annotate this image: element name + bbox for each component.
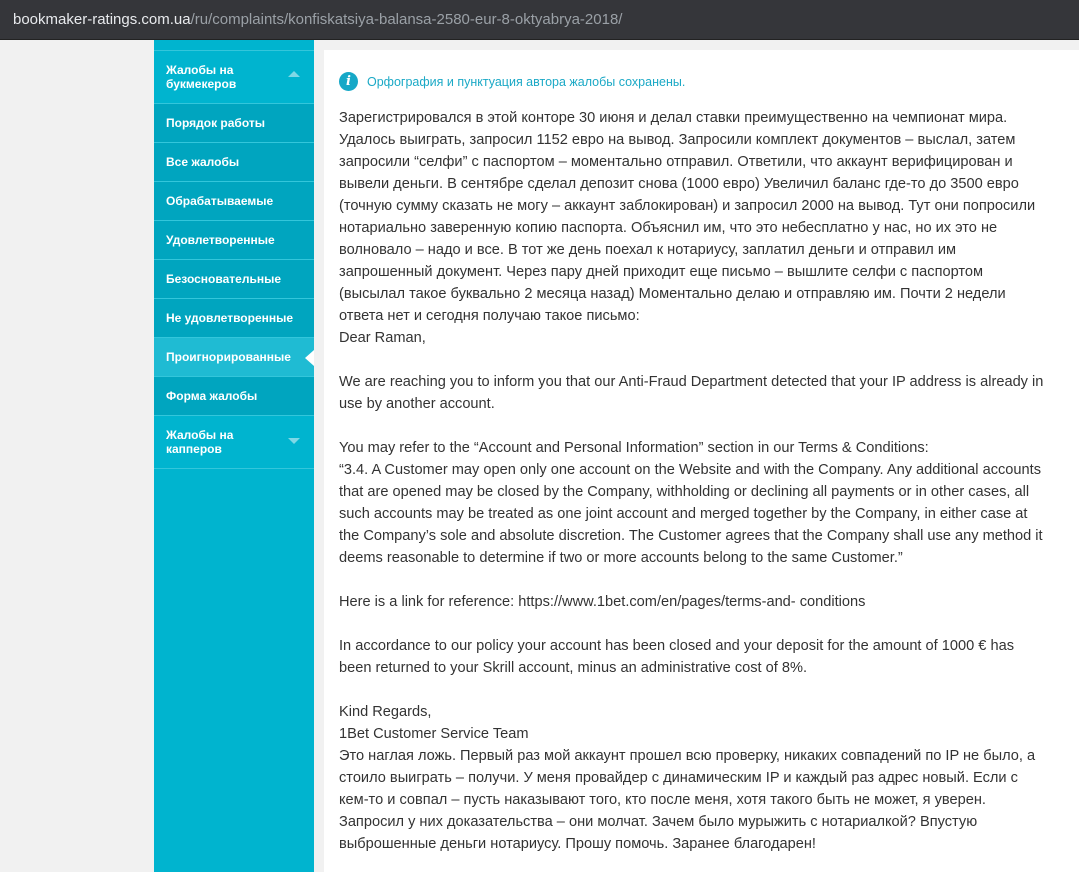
sidebar-item[interactable] xyxy=(154,221,314,260)
sidebar-item[interactable] xyxy=(154,51,314,104)
text-line: use by another account. xyxy=(339,396,495,412)
complaints-sidebar xyxy=(154,40,314,872)
paragraph-gap xyxy=(339,569,1074,591)
sidebar-item[interactable] xyxy=(154,104,314,143)
text-line: the Company’s sole and absolute discretion. The Customer agrees that the Company shall use any method it xyxy=(339,528,1043,544)
sidebar-item-label: Жалобы на капперов xyxy=(166,428,234,456)
sidebar-item[interactable] xyxy=(154,143,314,182)
paragraph-gap xyxy=(339,679,1074,701)
info-icon: i xyxy=(339,72,358,91)
sidebar-item-label: Порядок работы xyxy=(166,116,265,130)
text-line: Kind Regards, xyxy=(339,704,432,720)
sidebar-item[interactable] xyxy=(154,299,314,338)
text-line: In accordance to our policy your account has been closed and your deposit for the amount of 1000 € has xyxy=(339,638,1014,654)
sidebar-item-label: Форма жалобы xyxy=(166,389,258,403)
paragraph-gap xyxy=(339,613,1074,635)
sidebar-item[interactable] xyxy=(154,182,314,221)
sidebar-item-label: Удовлетворенные xyxy=(166,233,275,247)
complaint-text xyxy=(339,107,1074,855)
text-line: запрошенный документ. Через пару дней приходит еще письмо – вышлите селфи с паспортом xyxy=(339,264,984,280)
sidebar-item[interactable] xyxy=(154,416,314,469)
text-line: “3.4. A Customer may open only one account on the Website and with the Company. Any additional accounts xyxy=(339,462,1042,478)
url-path: /ru/complaints/konfiskatsiya-balansa-2580-eur-8-oktyabrya-2018/ xyxy=(190,11,623,28)
text-line: Запросил у них доказательства – они молчат. Зачем было мурыжить с нотариалкой? Впустую xyxy=(339,814,978,830)
text-line: кем-то и совпал – пусть наказывают того, кто после меня, хотя такого быть не может, я уверен. xyxy=(339,792,986,808)
url-host: bookmaker-ratings.com.ua xyxy=(13,11,191,28)
paragraph xyxy=(339,437,1074,569)
address-bar[interactable] xyxy=(0,0,1079,40)
paragraph-gap xyxy=(339,349,1074,371)
text-line: (высылал такое буквально 2 месяца назад) Моментально делаю и отправляю им. Почти 2 недели xyxy=(339,286,1006,302)
text-line: Dear Raman, xyxy=(339,330,426,346)
text-line: ответа нет и сегодня получаю такое письмо: xyxy=(339,308,640,324)
text-line: been returned to your Skrill account, minus an administrative cost of 8%. xyxy=(339,660,808,676)
sidebar-top xyxy=(154,40,314,51)
sidebar-item-label: Все жалобы xyxy=(166,155,240,169)
sidebar-item-label: Жалобы на букмекеров xyxy=(166,63,237,91)
text-line: (точную сумму сказать не могу – аккаунт заблокирован) и запросил 2000 на вывод. Тут они попросили xyxy=(339,198,1036,214)
text-line: Here is a link for reference: https://www.1bet.com/en/pages/terms-and- conditions xyxy=(339,594,866,610)
sidebar-item[interactable] xyxy=(154,260,314,299)
notice-text: Орфография и пунктуация автора жалобы сохранены. xyxy=(367,74,686,89)
text-line: Удалось выиграть, запросил 1152 евро на вывод. Запросили комплект документов – выслал, затем xyxy=(339,132,1016,148)
spelling-notice xyxy=(339,72,685,91)
sidebar-item-label: Проигнорированные xyxy=(166,350,291,364)
text-line: запросили “селфи” с паспортом – моментально отправил. Ответили, что аккаунт верифицирован и xyxy=(339,154,1013,170)
text-line: Это наглая ложь. Первый раз мой аккаунт прошел всю проверку, никаких совпадений по IP не было, а xyxy=(339,748,1036,764)
text-line: We are reaching you to inform you that our Anti-Fraud Department detected that your IP address is already in xyxy=(339,374,1044,390)
paragraph xyxy=(339,635,1074,679)
text-line: волновало – надо и все. В тот же день поехал к нотариусу, заплатил деньги и отправил им xyxy=(339,242,957,258)
paragraph xyxy=(339,107,1074,349)
text-line: deems reasonable to determine if two or more accounts belong to the same Customer.” xyxy=(339,550,903,566)
text-line: выброшенные деньги нотариусу. Прошу помочь. Заранее благодарен! xyxy=(339,836,816,852)
complaint-content xyxy=(324,50,1079,872)
sidebar-item-label: Безосновательные xyxy=(166,272,282,286)
text-line: 1Bet Customer Service Team xyxy=(339,726,529,742)
chevron-up-icon[interactable] xyxy=(288,71,300,77)
text-line: You may refer to the “Account and Personal Information” section in our Terms & Conditions: xyxy=(339,440,929,456)
sidebar-item-label: Обрабатываемые xyxy=(166,194,274,208)
chevron-down-icon[interactable] xyxy=(288,438,300,444)
text-line: Зарегистрировался в этой конторе 30 июня и делал ставки преимущественно на чемпионат мира. xyxy=(339,110,1008,126)
paragraph xyxy=(339,371,1074,415)
text-line: вывели деньги. В сентябре сделал депозит снова (1000 евро) Увеличил баланс где-то до 3500 евро xyxy=(339,176,1019,192)
text-line: that are opened may be closed by the Company, withholding or declining all payments or in other cases, all xyxy=(339,484,1030,500)
sidebar-item-label: Не удовлетворенные xyxy=(166,311,294,325)
text-line: such accounts may be treated as one joint account and merged together by the Company, in either case at xyxy=(339,506,1028,522)
paragraph xyxy=(339,701,1074,855)
text-line: нотариально заверенную копию паспорта. Объяснил им, что это небесплатно у нас, но их это не xyxy=(339,220,998,236)
paragraph-gap xyxy=(339,415,1074,437)
paragraph xyxy=(339,591,1074,613)
text-line: стоило выиграть – получи. У меня провайдер с динамическим IP и каждый раз адрес новый. Если с xyxy=(339,770,1018,786)
sidebar-item[interactable] xyxy=(154,338,314,377)
sidebar-item[interactable] xyxy=(154,377,314,416)
